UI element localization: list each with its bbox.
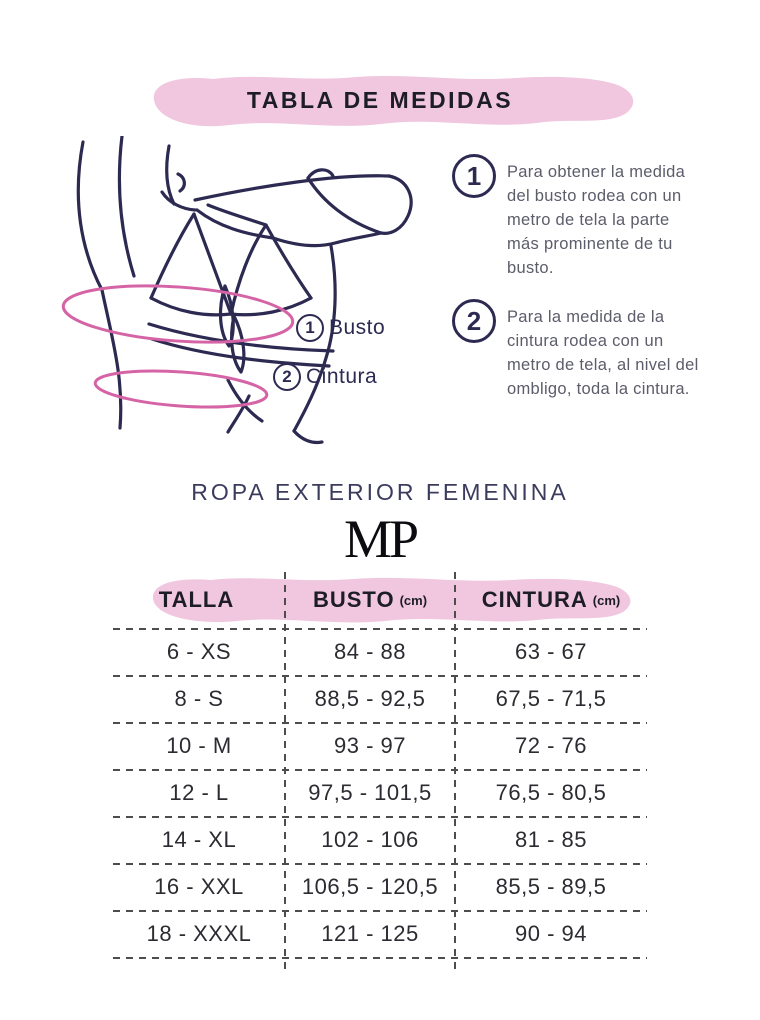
row-divider (113, 863, 647, 865)
bust-range: 88,5 - 92,5 (314, 685, 426, 711)
table-row (113, 816, 647, 863)
header-talla-label: TALLA (158, 587, 235, 612)
number-1-circle-icon: 1 (296, 314, 324, 342)
header-busto (285, 572, 455, 628)
size-value: 6 - XS (166, 638, 232, 664)
column-divider (454, 572, 456, 970)
table-body (113, 628, 647, 957)
waist-range: 63 - 67 (515, 638, 587, 664)
waist-range: 67,5 - 71,5 (495, 685, 607, 711)
table-row (113, 863, 647, 910)
row-divider (113, 910, 647, 912)
header-busto-label: BUSTO (312, 587, 395, 612)
table-row (113, 910, 647, 957)
instruction-step-2 (452, 299, 705, 401)
table-row (113, 722, 647, 769)
size-value: 18 - XXXL (146, 920, 252, 946)
page-title: TABLA DE MEDIDAS (246, 86, 514, 113)
waist-range: 90 - 94 (515, 920, 587, 946)
measurement-figure (45, 136, 445, 471)
number-2-circle-icon: 2 (273, 363, 301, 391)
bust-range: 97,5 - 101,5 (308, 779, 432, 805)
torso-sketch (45, 136, 445, 471)
row-divider (113, 628, 647, 630)
row-divider (113, 816, 647, 818)
row-divider (113, 722, 647, 724)
row-divider (113, 769, 647, 771)
waist-label-text: Cintura (306, 365, 378, 388)
bust-range: 93 - 97 (334, 732, 406, 758)
header-cintura-label: CINTURA (481, 587, 588, 612)
table-row (113, 769, 647, 816)
table-row (113, 675, 647, 722)
brand-logo: MP (343, 509, 417, 569)
waist-range: 81 - 85 (515, 826, 587, 852)
size-value: 8 - S (174, 685, 224, 711)
bust-range: 121 - 125 (321, 920, 419, 946)
size-value: 16 - XXL (154, 873, 244, 899)
bust-label-text: Busto (329, 316, 386, 339)
size-value: 14 - XL (161, 826, 237, 852)
instruction-step-1-text: Para obtener la medida del busto rodea con un metro de tela la parte más prominente de tu busto. (507, 163, 686, 277)
waist-label (273, 363, 377, 391)
waist-range: 85,5 - 89,5 (495, 873, 607, 899)
row-divider (113, 675, 647, 677)
bust-label (296, 314, 385, 342)
instructions-panel (452, 150, 714, 470)
bust-range: 106,5 - 120,5 (301, 873, 439, 899)
column-divider (284, 572, 286, 970)
header-talla (113, 572, 285, 628)
instruction-step-2-text: Para la medida de la cintura rodea con un metro de tela, al nivel del ombligo, toda la cintura. (507, 308, 699, 398)
bust-range: 84 - 88 (334, 638, 406, 664)
size-value: 10 - M (166, 732, 232, 758)
step-2-circle-icon: 2 (452, 299, 496, 343)
bust-range: 102 - 106 (321, 826, 419, 852)
section-title: ROPA EXTERIOR FEMENINA (191, 479, 569, 505)
row-divider (113, 957, 647, 959)
header-cintura-unit: (cm) (592, 592, 621, 608)
waist-range: 72 - 76 (515, 732, 587, 758)
title-banner (118, 70, 642, 130)
size-value: 12 - L (169, 779, 229, 805)
table-header-row (113, 572, 647, 628)
waist-range: 76,5 - 80,5 (495, 779, 607, 805)
header-cintura (455, 572, 647, 628)
instruction-step-1 (452, 154, 705, 280)
size-table (113, 572, 647, 972)
table-row (113, 628, 647, 675)
header-busto-unit: (cm) (399, 592, 428, 608)
step-1-circle-icon: 1 (452, 154, 496, 198)
